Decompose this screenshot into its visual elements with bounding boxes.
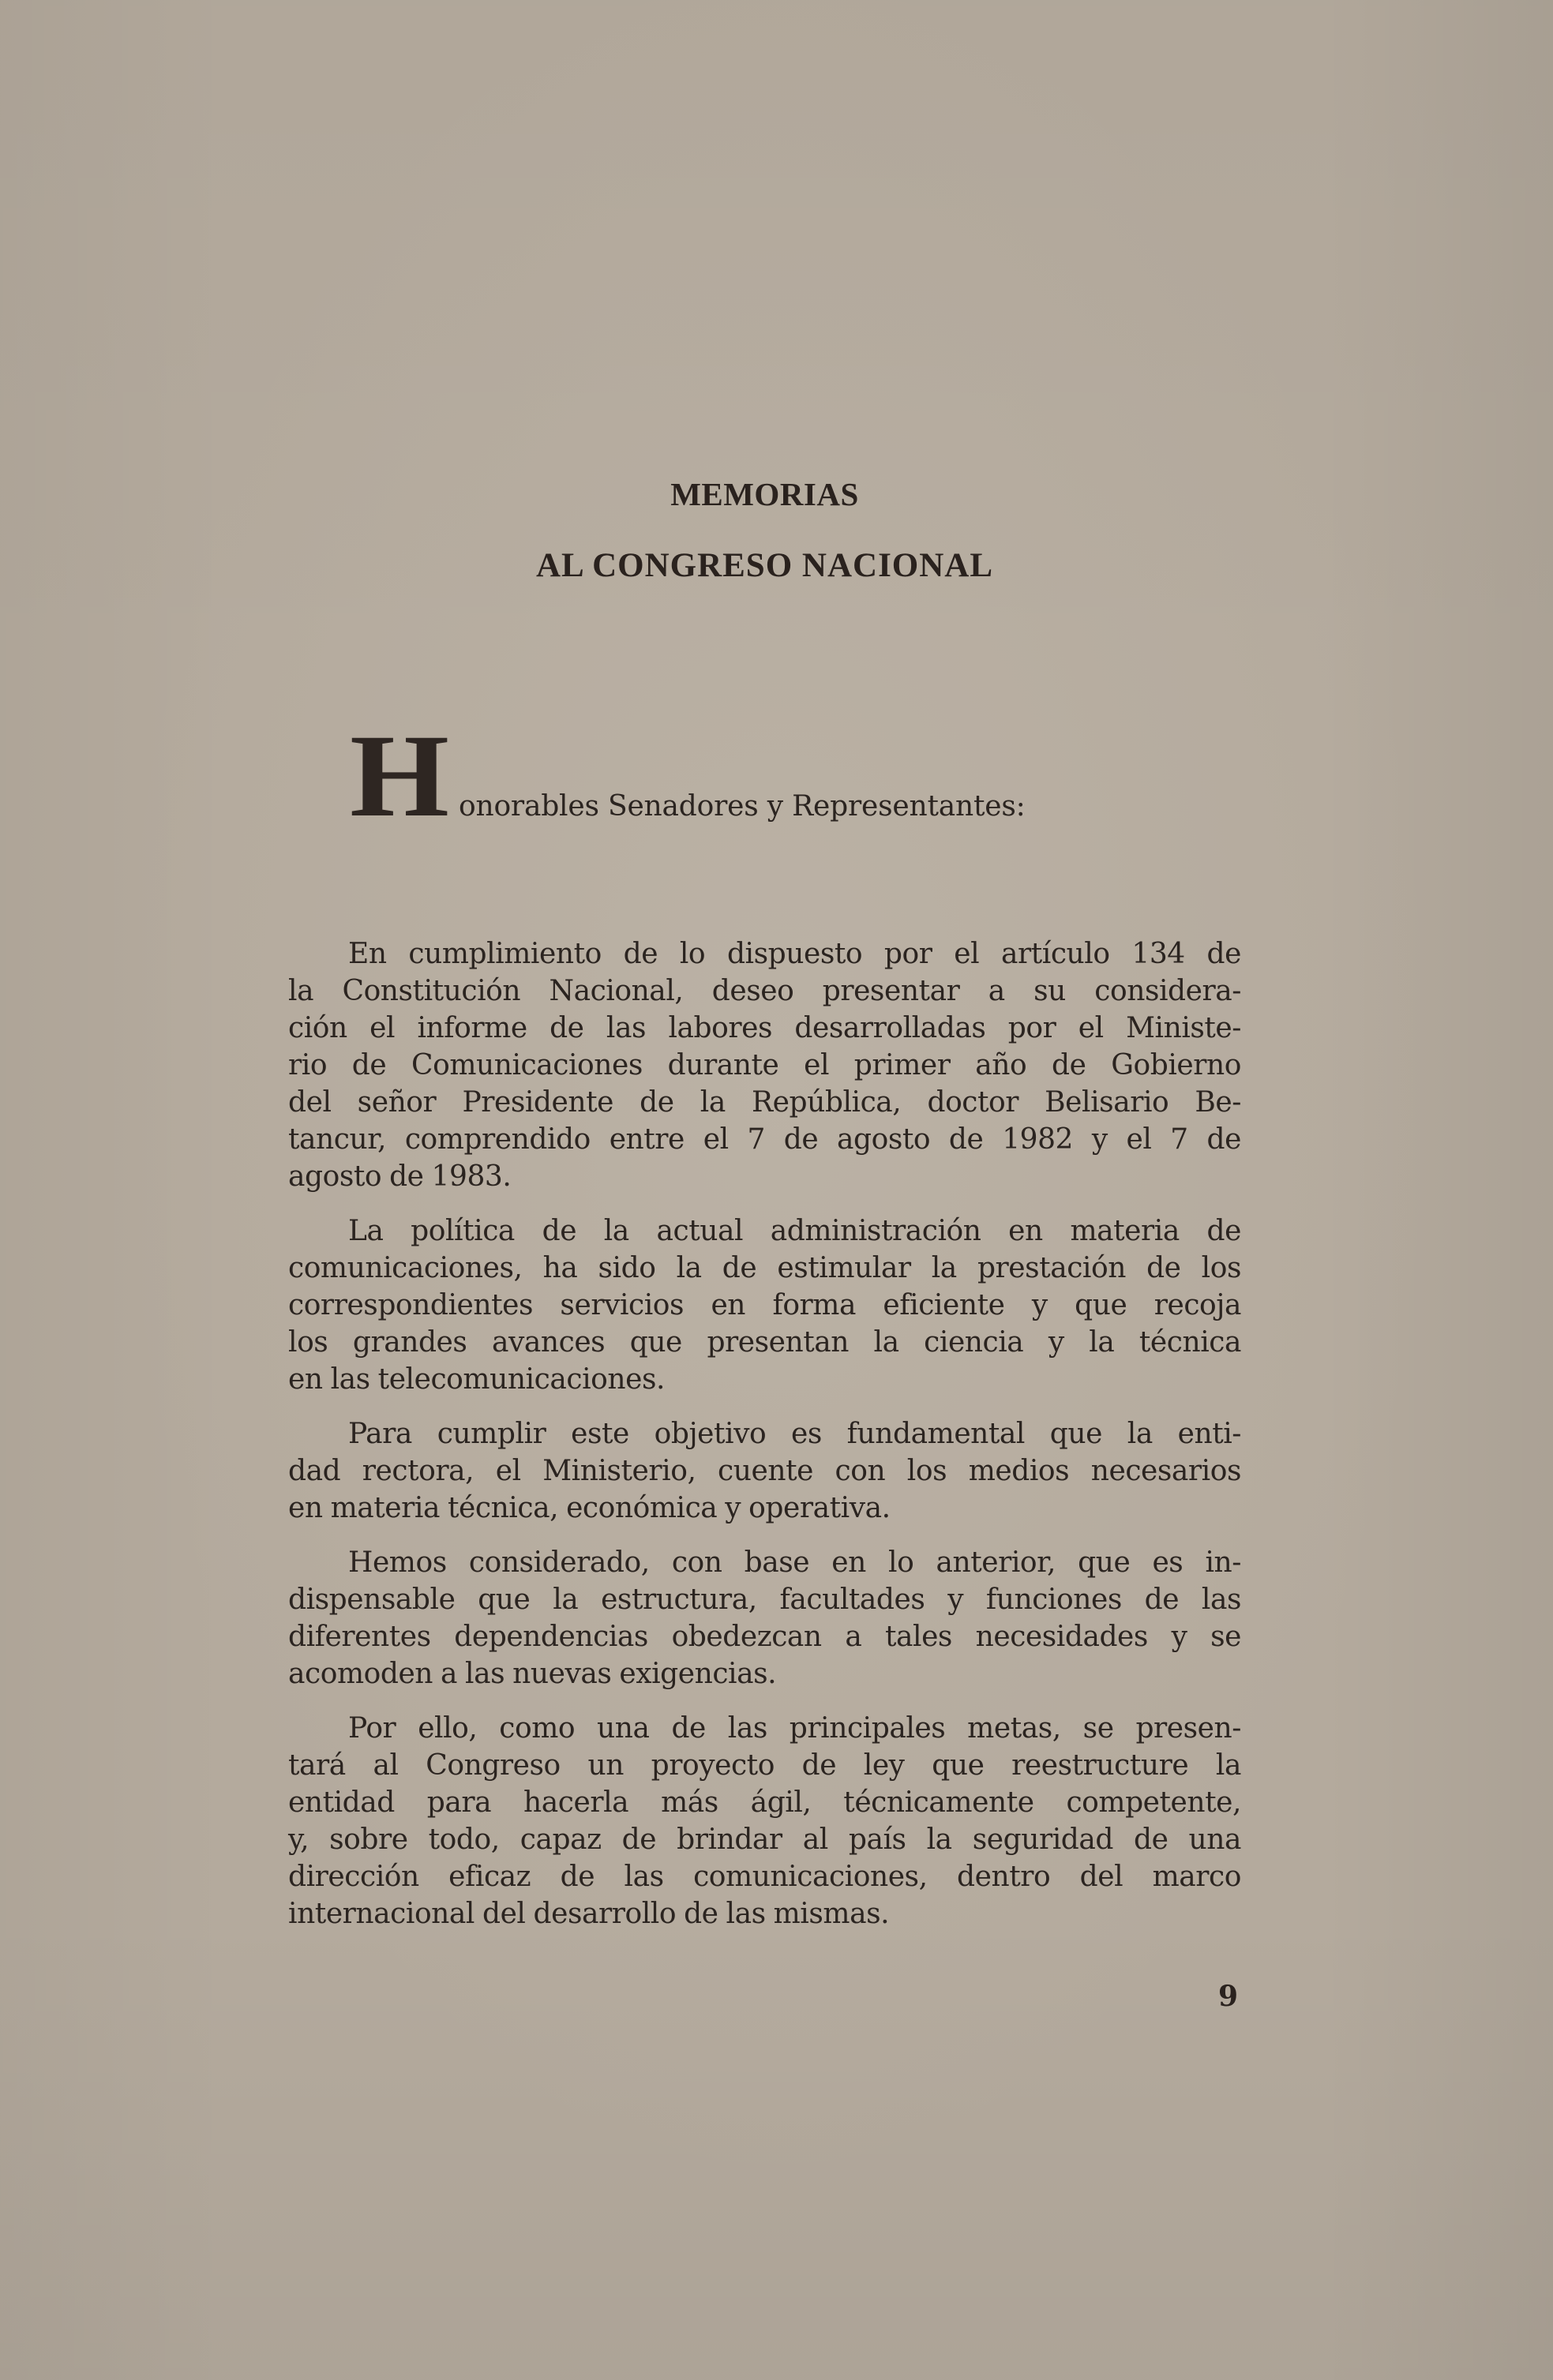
text-line: internacional del desarrollo de las mismas.	[288, 1898, 890, 1930]
body-text	[288, 935, 1241, 1950]
text-line: los grandes avances que presentan la ciencia y la técnica	[288, 1326, 1241, 1359]
text-line: dad rectora, el Ministerio, cuente con los medios necesarios	[288, 1455, 1241, 1487]
text-line: entidad para hacerla más ágil, técnicamente competente,	[288, 1786, 1241, 1819]
text-line: y, sobre todo, capaz de brindar al país la seguridad de una	[288, 1823, 1241, 1856]
document-title-line-1: MEMORIAS	[670, 476, 859, 512]
salutation: onorables Senadores y Representantes:	[459, 790, 1026, 823]
text-line: acomoden a las nuevas exigencias.	[288, 1658, 777, 1690]
text-line: tará al Congreso un proyecto de ley que reestructure la	[288, 1749, 1241, 1782]
text-line: dirección eficaz de las comunicaciones, dentro del marco	[288, 1861, 1241, 1893]
text-line: correspondientes servicios en forma eficiente y que recoja	[288, 1289, 1241, 1321]
paragraph-4	[288, 1544, 1241, 1692]
text-line: diferentes dependencias obedezcan a tales necesidades y se	[288, 1621, 1241, 1653]
text-line: agosto de 1983.	[288, 1160, 512, 1193]
paragraph-5	[288, 1710, 1241, 1932]
text-line: del señor Presidente de la República, doctor Belisario Be-	[288, 1086, 1241, 1119]
text-line: En cumplimiento de lo dispuesto por el artículo 134 de	[348, 938, 1241, 970]
text-line: rio de Comunicaciones durante el primer año de Gobierno	[288, 1049, 1241, 1081]
text-line: en las telecomunicaciones.	[288, 1363, 665, 1396]
text-line: en materia técnica, económica y operativa.	[288, 1492, 891, 1524]
page-number: 9	[1218, 1980, 1239, 2013]
text-line: la Constitución Nacional, deseo presentar a su considera-	[288, 975, 1241, 1007]
text-line: tancur, comprendido entre el 7 de agosto de 1982 y el 7 de	[288, 1123, 1241, 1156]
paragraph-3	[288, 1415, 1241, 1527]
text-line: ción el informe de las labores desarrolladas por el Ministe-	[288, 1012, 1241, 1044]
text-line: Para cumplir este objetivo es fundamental que la enti-	[348, 1418, 1241, 1450]
document-title-line-2: AL CONGRESO NACIONAL	[535, 547, 994, 584]
text-line: comunicaciones, ha sido la de estimular la prestación de los	[288, 1252, 1241, 1284]
text-line: Por ello, como una de las principales metas, se presen-	[348, 1712, 1241, 1745]
paragraph-2	[288, 1212, 1241, 1398]
paragraph-1	[288, 935, 1241, 1195]
text-line: dispensable que la estructura, facultades y funciones de las	[288, 1584, 1241, 1616]
text-line: Hemos considerado, con base en lo anterior, que es in-	[348, 1546, 1241, 1579]
drop-cap: H	[350, 710, 450, 841]
text-line: La política de la actual administración en materia de	[348, 1215, 1241, 1247]
